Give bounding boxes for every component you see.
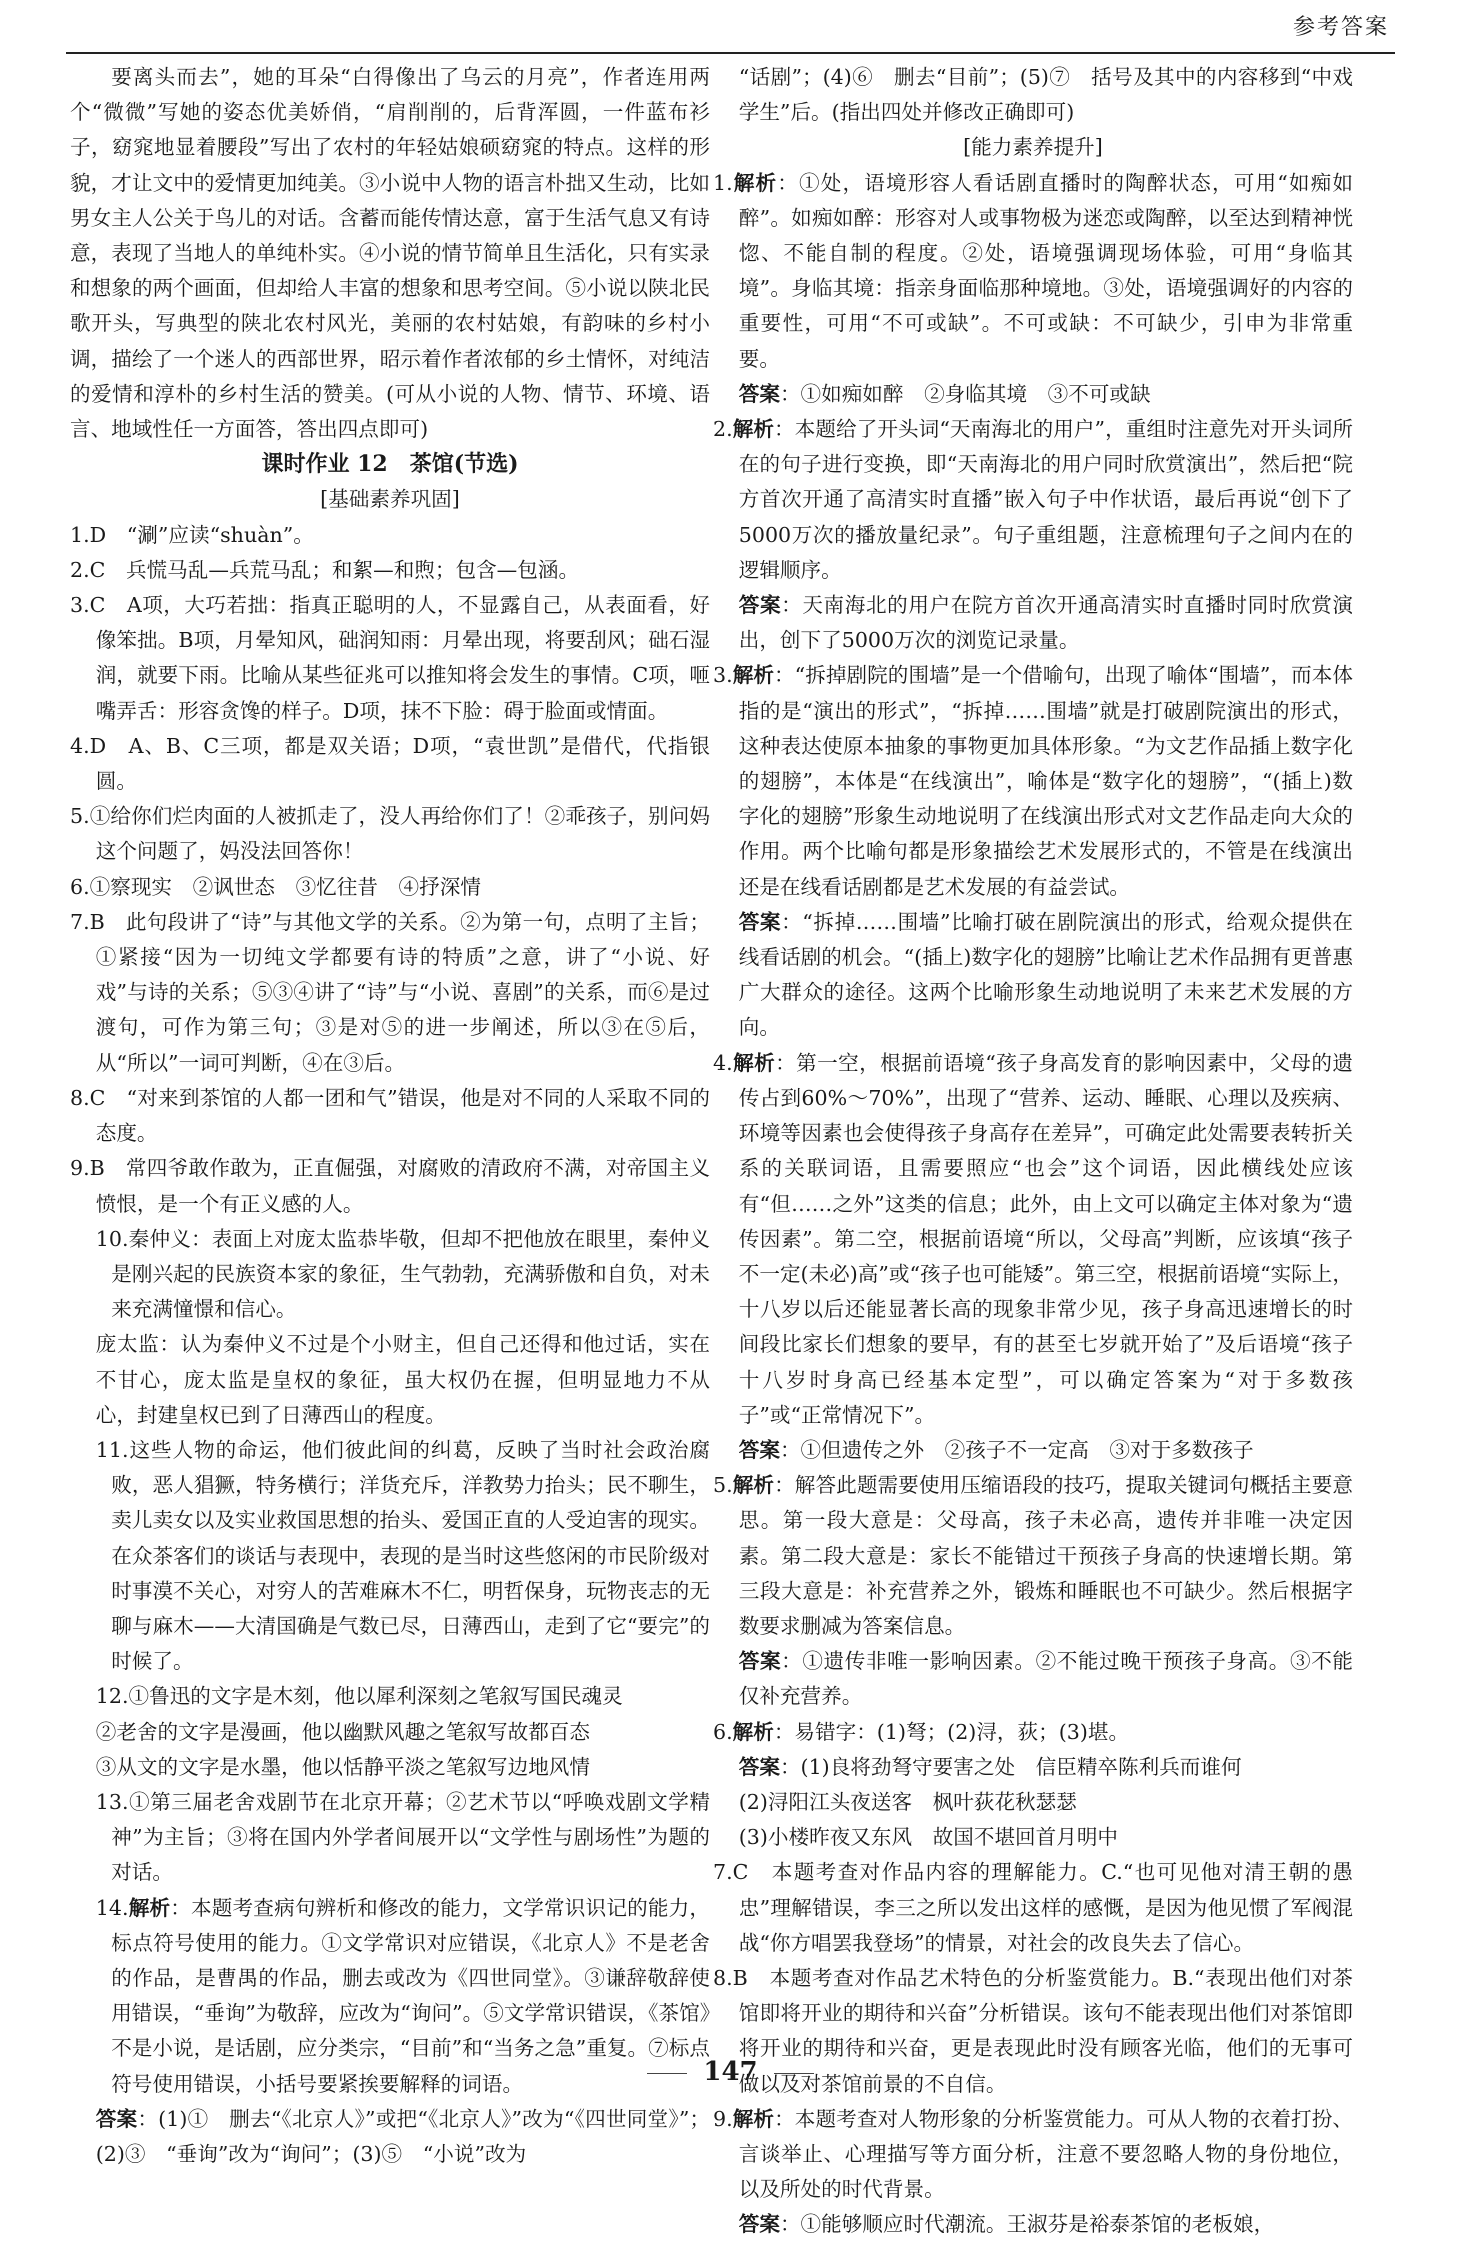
answer-10b: 庞太监：认为秦仲义不过是个小财主，但自己还得和他过话，实在不甘心，庞太监是皇权的象征，虽大权仍在握，但明显地力不从心，封建皇权已到了日薄西山的程度。: [95, 1332, 710, 1427]
answer-r6-ans2: (2)浔阳江头夜送客 枫叶荻花秋瑟瑟: [738, 1789, 1077, 1814]
answer-r9-ans: 答案：①能够顺应时代潮流。王淑芬是裕泰茶馆的老板娘，: [738, 2212, 1275, 2237]
answer-2: 2.C 兵慌马乱—兵荒马乱；和絮—和煦；包含—包涵。: [70, 557, 580, 582]
answer-r9: 9.解析：本题考查对人物形象的分析鉴赏能力。可从人物的衣着打扮、言谈举止、心理描写等方面分析，注意不要忽略人物的身份地位，以及所处的时代背景。: [713, 2106, 1354, 2202]
answer-6: 6.①察现实 ②讽世态 ③忆往昔 ④抒深情: [70, 874, 481, 899]
header-rule: [66, 52, 1395, 54]
answer-r3-ans: 答案：“拆掉……围墙”比喻打破在剧院演出的形式，给观众提供在线看话剧的机会。“(插上)数字化的翅膀”比喻让艺术作品拥有更普惠广大群众的途径。这两个比喻形象生动地说明了未来艺术发展的方向。: [738, 909, 1353, 1040]
keyword-analysis: 解析: [128, 1895, 171, 1920]
answer-5: 5.①给你们烂肉面的人被抓走了，没人再给你们了！②乖孩子，别问妈这个问题了，妈没法回答你！: [70, 804, 710, 864]
answer-r7: 7.C 本题考查对作品内容的理解能力。C.“也可见他对清王朝的愚忠”理解错误，李三之所以发出这样的感慨，是因为他见惯了军阀混战“你方唱罢我登场”的情景，对社会的改良失去了信心。: [713, 1860, 1353, 1955]
section-title: 课时作业 12 茶馆(节选): [261, 451, 519, 478]
keyword-answer: 答案: [95, 2106, 138, 2131]
left-column: [70, 60, 710, 2172]
answer-r4-ans: 答案：①但遗传之外 ②孩子不一定高 ③对于多数孩子: [738, 1437, 1254, 1462]
answer-14-text: ：本题考查病句辨析和修改的能力，文学常识识记的能力，标点符号使用的能力。①文学常识对应错误，《北京人》不是老舍的作品，是曹禺的作品，删去或改为《四世同堂》。③谦辞敬辞使用错误，“垂询”为敬辞，应改为“询问”。⑤文学常识错误，《茶馆》不是小说，是话剧，应分类宗，“目前”和“当务之急”重复。⑦标点符号使用错误，小括号要紧挨要解释的词语。: [111, 1895, 711, 2096]
answer-11: 11.这些人物的命运，他们彼此间的纠葛，反映了当时社会政治腐败，恶人猖獗，特务横行；洋货充斥，洋教势力抬头；民不聊生，卖儿卖女以及实业救国思想的抬头、爱国正直的人受迫害的现实。在众茶客们的谈话与表现中，表现的是当时这些悠闲的市民阶级对时事漠不关心，对穷人的苦难麻木不仁，明哲保身，玩物丧志的无聊与麻木——大清国确是气数已尽，日薄西山，走到了它“要完”的时候了。: [95, 1437, 710, 1674]
answer-r8: 8.B 本题考查对作品艺术特色的分析鉴赏能力。B.“表现出他们对茶馆即将开业的期待和兴奋”分析错误。该句不能表现出他们对茶馆即将开业的期待和兴奋，更是表现此时没有顾客光临，他们的无事可做以及对茶馆前景的不自信。: [713, 1965, 1353, 2096]
answer-12b: ②老舍的文字是漫画，他以幽默风趣之笔叙写故都百态: [95, 1719, 590, 1744]
intro-paragraph: 要离头而去”，她的耳朵“白得像出了乌云的月亮”，作者连用两个“微微”写她的姿态优美娇俏，“肩削削的，后背浑圆，一件蓝布衫子，窈窕地显着腰段”写出了农村的年轻姑娘硕窈窕的特点。这样的形貌，才让文中的爱情更加纯美。③小说中人物的语言朴拙又生动，比如男女主人公关于鸟儿的对话。含蓄而能传情达意，富于生活气息又有诗意，表现了当地人的单纯朴实。④小说的情节简单且生活化，只有实录和想象的两个画面，但却给人丰富的想象和思考空间。⑤小说以陕北民歌开头，写典型的陕北农村风光，美丽的农村姑娘，有韵味的乡村小调，描绘了一个迷人的西部世界，昭示着作者浓郁的乡土情怀，对纯洁的爱情和淳朴的乡村生活的赞美。(可从小说的人物、情节、环境、语言、地域性任一方面答，答出四点即可): [70, 65, 710, 442]
sub-title-basic: [基础素养巩固]: [320, 487, 460, 512]
answer-8: 8.C “对来到茶馆的人都一团和气”错误，他是对不同的人采取不同的态度。: [70, 1085, 710, 1146]
answer-14-ans-text: ：(1)① 删去“《北京人》”或把“《北京人》”改为“《四世同堂》”；(2)③ “垂询”改为“询问”；(3)⑤ “小说”改为: [95, 2106, 710, 2166]
page-number: 147: [0, 2057, 1461, 2087]
answer-r5-ans: 答案：①遗传非唯一影响因素。②不能过晚干预孩子身高。③不能仅补充营养。: [738, 1649, 1353, 1709]
answer-14: 14.解析：本题考查病句辨析和修改的能力，文学常识识记的能力，标点符号使用的能力。①文学常识对应错误，《北京人》不是老舍的作品，是曹禺的作品，删去或改为《四世同堂》。③谦辞敬辞使用错误，“垂询”为敬辞，应改为“询问”。⑤文学常识错误，《茶馆》不是小说，是话剧，应分类宗，“目前”和“当务之急”重复。⑦标点符号使用错误，小括号要紧挨要解释的词语。: [95, 1895, 711, 2096]
header-label: 参考答案: [1292, 15, 1389, 40]
answer-12a: 12.①鲁迅的文字是木刻，他以犀利深刻之笔叙写国民魂灵: [95, 1684, 623, 1709]
sub-title-advanced: [能力素养提升]: [963, 135, 1103, 160]
answer-r1-ans: 答案：①如痴如醉 ②身临其境 ③不可或缺: [738, 381, 1151, 406]
answer-r1: 1.解析：①处，语境形容人看话剧直播时的陶醉状态，可用“如痴如醉”。如痴如醉：形容对人或事物极为迷恋或陶醉，以至达到精神恍惚、不能自制的程度。②处，语境强调现场体验，可用“身临其境”。身临其境：指亲身面临那种境地。③处，语境强调好的内容的重要性，可用“不可或缺”。不可或缺：不可缺少，引申为非常重要。: [713, 170, 1353, 371]
answer-14-ans: [70, 2102, 710, 2172]
answer-9: 9.B 常四爷敢作敢为，正直倔强，对腐败的清政府不满，对帝国主义愤恨，是一个有正义感的人。: [70, 1156, 710, 1216]
answer-r2: 2.解析：本题给了开头词“天南海北的用户”，重组时注意先对开头词所在的句子进行变换，即“天南海北的用户同时欣赏演出”，然后把“院方首次开通了高清实时直播”嵌入句子中作状语，最后再说“创下了5000万次的播放量纪录”。句子重组题，注意梳理句子之间内在的逻辑顺序。: [713, 417, 1353, 582]
answer-r6-ans3: (3)小楼昨夜又东风 故国不堪回首月明中: [738, 1825, 1119, 1850]
answer-13: 13.①第三届老舍戏剧节在北京开幕；②艺术节以“呼唤戏剧文学精神”为主旨；③将在国内外学者间展开以“文学性与剧场性”为题的对话。: [95, 1789, 710, 1885]
right-column: [713, 60, 1353, 2243]
answer-r4: 4.解析：第一空，根据前语境“孩子身高发育的影响因素中，父母的遗传占到60%～70%”，出现了“营养、运动、睡眠、心理以及疾病、环境等因素也会使得孩子身高存在差异”，可确定此处需要表转折关系的关联词语，且需要照应“也会”这个词语，因此横线处应该有“但……之外”这类的信息；此外，由上文可以确定主体对象为“遗传因素”。第二空，根据前语境“所以，父母高”判断，应该填“孩子不一定(未必)高”或“孩子也可能矮”。第三空，根据前语境“实际上，十八岁以后还能显著长高的现象非常少见，孩子身高迅速增长的时间段比家长们想象的要早，有的甚至七岁就开始了”及后语境“孩子十八岁时身高已经基本定型”，可以确定答案为“对于多数孩子”或“正常情况下”。: [713, 1050, 1354, 1427]
answer-r2-ans: 答案：天南海北的用户在院方首次开通高清实时直播时同时欣赏演出，创下了5000万次的浏览记录量。: [738, 593, 1353, 653]
answer-r3: 3.解析：“拆掉剧院的围墙”是一个借喻句，出现了喻体“围墙”，而本体指的是“演出的形式”，“拆掉……围墙”就是打破剧院演出的形式，这种表达使原本抽象的事物更加具体形象。“为文艺作品插上数字化的翅膀”，本体是“在线演出”，喻体是“数字化的翅膀”，“(插上)数字化的翅膀”形象生动地说明了在线演出形式对文艺作品走向大众的作用。两个比喻句都是形象描绘艺术发展形式的，不管是在线演出还是在线看话剧都是艺术发展的有益尝试。: [713, 663, 1353, 899]
answer-1: 1.D “涮”应读“shuàn”。: [70, 522, 314, 547]
answer-14-cont: “话剧”；(4)⑥ 删去“目前”；(5)⑦ 括号及其中的内容移到“中戏学生”后。(指出四处并修改正确即可): [738, 65, 1353, 125]
answer-3: 3.C A项，大巧若拙：指真正聪明的人，不显露自己，从表面看，好像笨拙。B项，月晕知风，础润知雨：月晕出现，将要刮风；础石湿润，就要下雨。比喻从某些征兆可以推知将会发生的事情。C项，咂嘴弄舌：形容贪馋的样子。D项，抹不下脸：碍于脸面或情面。: [70, 593, 710, 723]
answer-r5: 5.解析：解答此题需要使用压缩语段的技巧，提取关键词句概括主要意思。第一段大意是：父母高，孩子未必高，遗传并非唯一决定因素。第二段大意是：家长不能错过干预孩子身高的快速增长期。第三段大意是：补充营养之外，锻炼和睡眠也不可缺少。然后根据字数要求删减为答案信息。: [713, 1473, 1354, 1638]
answer-r6-ans: 答案：(1)良将劲弩守要害之处 信臣精卒陈利兵而谁何: [738, 1754, 1242, 1779]
answer-10: 10.秦仲义：表面上对庞太监恭毕敬，但却不把他放在眼里，秦仲义是刚兴起的民族资本家的象征，生气勃勃，充满骄傲和自负，对未来充满憧憬和信心。: [95, 1226, 710, 1322]
answer-7: 7.B 此句段讲了“诗”与其他文学的关系。②为第一句，点明了主旨；①紧接“因为一切纯文学都要有诗的特质”之意，讲了“小说、好戏”与诗的关系；⑤③④讲了“诗”与“小说、喜剧”的关系，而⑥是过渡句，可作为第三句；③是对⑤的进一步阐述，所以③在⑤后，从“所以”一词可判断，④在③后。: [70, 909, 710, 1075]
answer-12c: ③从文的文字是水墨，他以恬静平淡之笔叙写边地风情: [95, 1754, 590, 1779]
answer-r6: 6.解析：易错字：(1)弩；(2)浔，荻；(3)堪。: [713, 1719, 1130, 1744]
answer-4: 4.D A、B、C三项，都是双关语；D项，“袁世凯”是借代，代指银圆。: [70, 733, 710, 794]
